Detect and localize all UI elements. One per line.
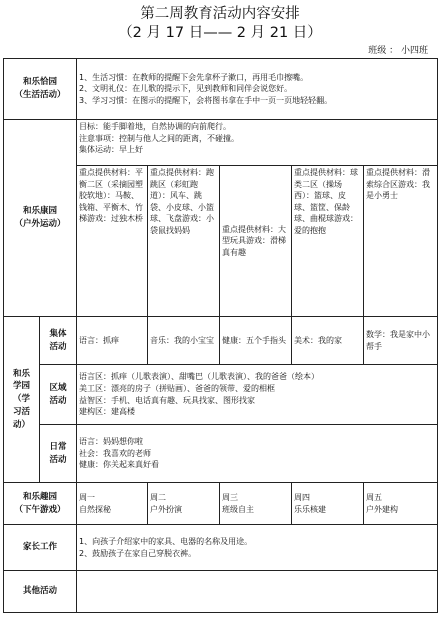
life-content: [77, 59, 438, 120]
parents-item: 1、向孩子介绍家中的家具、电器的名称及用途。: [79, 536, 253, 546]
page-title: 第二周教育活动内容安排: [140, 6, 300, 22]
other-row: [4, 571, 438, 613]
outdoor-zone: 重点提供材料：滑索综合区游戏：我是小勇士: [364, 166, 438, 317]
parents-item: 2、鼓励孩子在家自己穿脱衣裤。: [79, 548, 197, 558]
other-label: 其他活动: [4, 571, 77, 613]
group-activity-label: 集体 活动: [40, 317, 77, 365]
learning-label: 和乐 学园 （学 习活 动）: [4, 317, 40, 483]
afternoon-day: 周四 乐乐核建: [292, 483, 364, 525]
date-range: （2 月 17 日—— 2 月 21 日）: [118, 25, 322, 41]
group-activity: 数学：我是家中小帮手: [364, 317, 438, 365]
daily-activity-content: [77, 425, 438, 483]
parents-row: [4, 525, 438, 571]
afternoon-day: 周五 户外建构: [364, 483, 438, 525]
area-activity-label: 区域 活动: [40, 365, 77, 425]
afternoon-day: 周一 自然探秘: [77, 483, 148, 525]
learning-group-row: [4, 317, 438, 365]
outdoor-zone: 重点提供材料：平衡二区（采摘园塑胶软地）：马鞍、钱箱、平衡木、竹梯游戏：过独木桥: [77, 166, 148, 317]
outdoor-goal: 目标：能手脚着地，自然协调的向前爬行。: [79, 122, 232, 131]
afternoon-day: 周二 户外扮演: [148, 483, 220, 525]
daily-line: 健康：你关起来真好看: [79, 460, 160, 470]
outdoor-zone: 重点提供材料：大型玩具游戏：滑梯真有趣: [220, 166, 292, 317]
life-label: 和乐恰园 （生活活动）: [4, 59, 77, 120]
daily-line: 社会：我喜欢的老师: [79, 448, 152, 458]
area-activity-content: [77, 365, 438, 425]
area-line: 美工区：漂亮的房子（拼贴画）、爸爸的领带、爱的相框: [79, 383, 276, 393]
parents-content: [77, 525, 438, 571]
group-activity: 健康：五个手指头: [220, 317, 292, 365]
class-label: 班级 ： 小四班: [368, 46, 428, 56]
life-item: 2、文明礼仪：在儿歌的提示下，见到教师和同伴会说您好。: [79, 84, 293, 94]
life-item: 1、生活习惯：在教师的提醒下会先拿杯子漱口，再用毛巾擦嘴。: [79, 72, 309, 82]
outdoor-zone: 重点提供材料：球类二区（操场西）：篮球、皮球、篮筐、保龄球、曲棍球游戏：爱的抱抱: [292, 166, 364, 317]
other-content: [77, 571, 438, 613]
daily-activity-label: 日常 活动: [40, 425, 77, 483]
outdoor-note: 注意事项：控制与他人之间的距离，不碰撞。: [79, 133, 240, 143]
learning-area-row: [4, 365, 438, 425]
schedule-table: [3, 58, 438, 613]
group-activity: 语言：抓痒: [77, 317, 148, 365]
afternoon-day: 周三 班级自主: [220, 483, 292, 525]
area-line: 语言区：抓痒（儿歌表演）、甜嘴巴（儿歌表演）、我的爸爸（绘本）: [79, 372, 320, 382]
outdoor-general: [77, 120, 438, 166]
daily-line: 语言：妈妈想你啦: [79, 437, 144, 447]
group-activity: 美术：我的家: [292, 317, 364, 365]
group-activity: 音乐：我的小宝宝: [148, 317, 220, 365]
outdoor-zone: 重点提供材料：跑跳区（彩虹跑道）：风车、跳袋、小皮球、小篮球、飞盘游戏：小袋鼠找妈妈: [148, 166, 220, 317]
outdoor-label: 和乐康园 （户外运动）: [4, 120, 77, 317]
afternoon-row: [4, 483, 438, 525]
outdoor-group: 集体运动：早上好: [79, 145, 144, 155]
parents-label: 家长工作: [4, 525, 77, 571]
life-row: [4, 59, 438, 120]
learning-daily-row: [4, 425, 438, 483]
outdoor-row: [4, 120, 438, 166]
area-line: 益智区：手机、电话真有趣、玩具找家、图形找家: [79, 395, 256, 405]
life-item: 3、学习习惯：在图示的提醒下，会将图书拿在手中一页一页地轻轻翻。: [79, 95, 333, 105]
area-line: 建构区：建高楼: [79, 407, 136, 417]
afternoon-label: 和乐趣园 （下午游戏）: [4, 483, 77, 525]
